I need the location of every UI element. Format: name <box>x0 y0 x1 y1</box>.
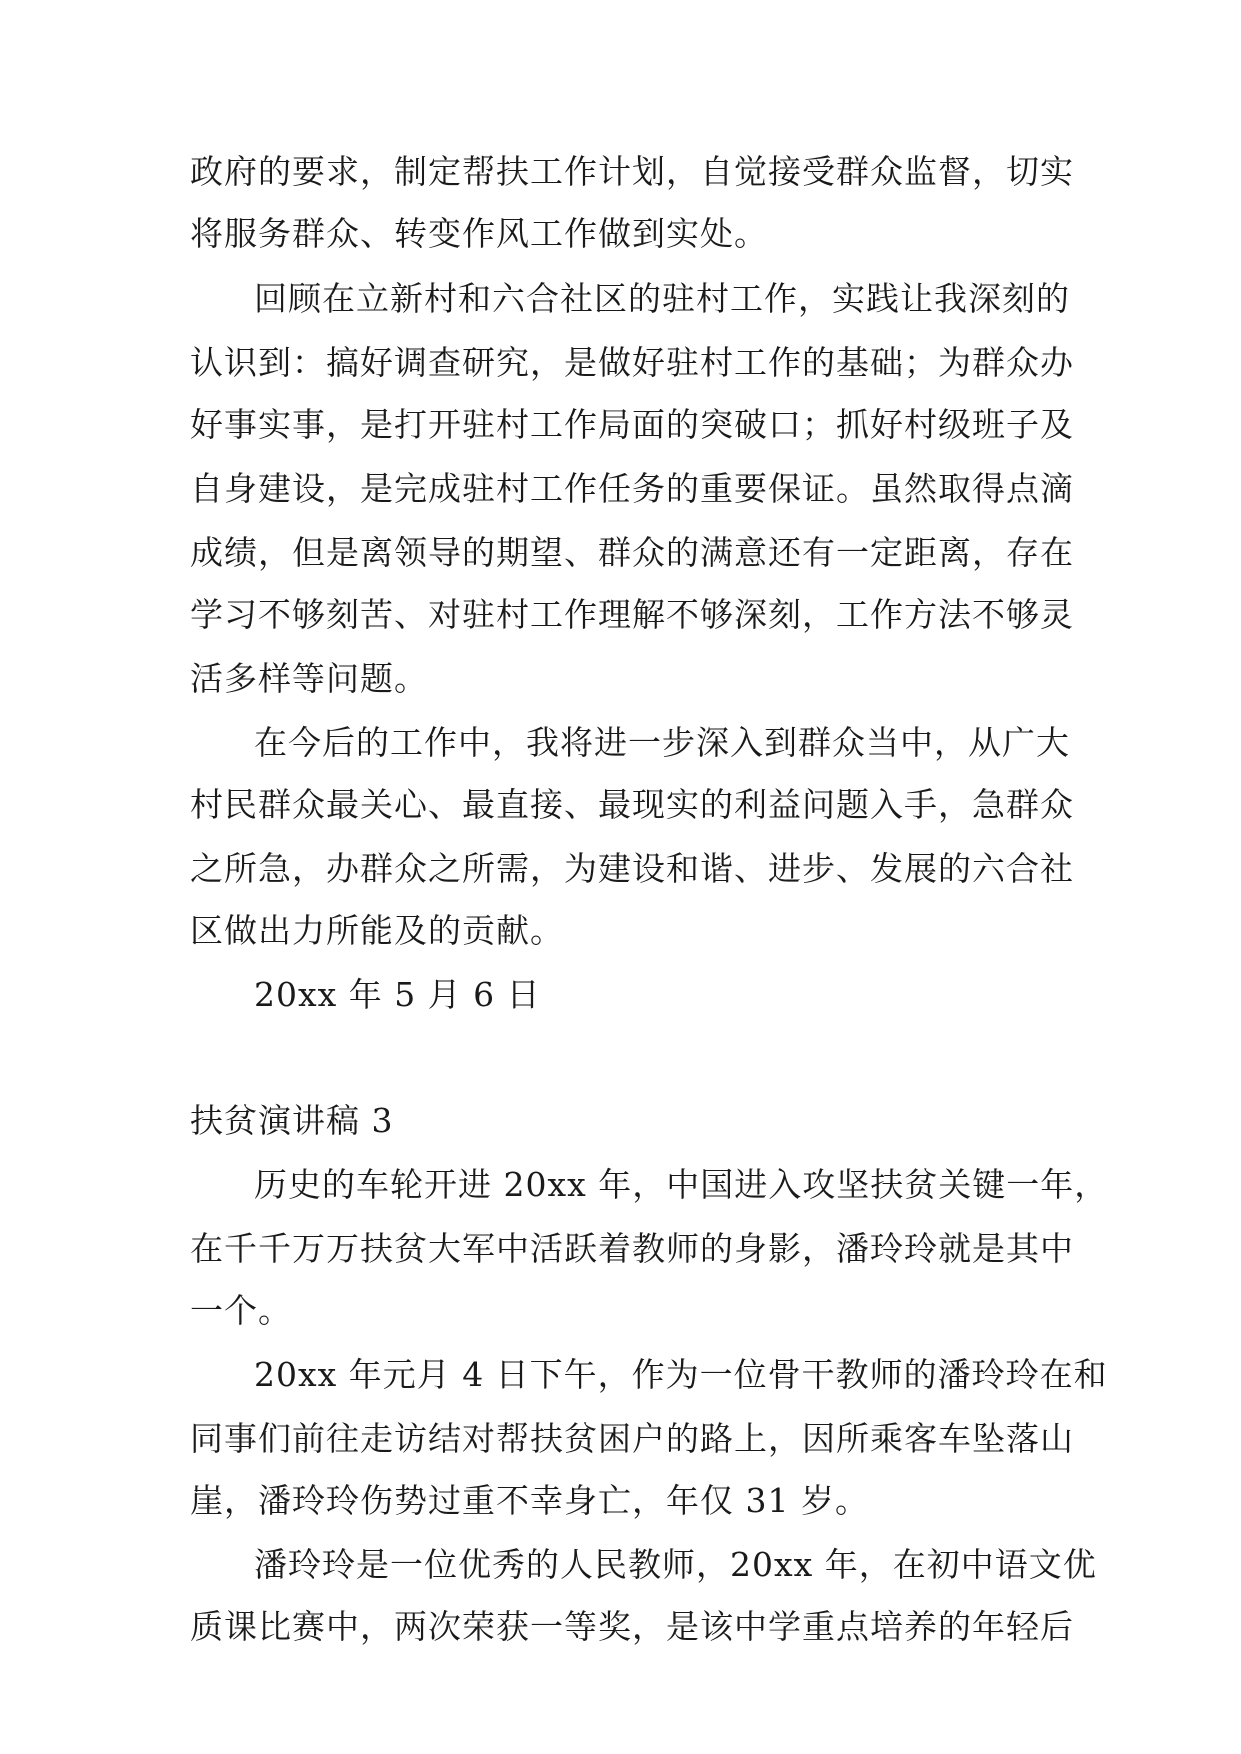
paragraph-line: 成绩，但是离领导的期望、群众的满意还有一定距离，存在 <box>190 533 1074 572</box>
paragraph-line: 20xx 年元月 4 日下午，作为一位骨干教师的潘玲玲在和 <box>254 1355 1108 1394</box>
paragraph-line: 同事们前往走访结对帮扶贫困户的路上，因所乘客车坠落山 <box>190 1419 1074 1458</box>
section-title: 扶贫演讲稿 3 <box>190 1101 394 1140</box>
paragraph-line: 潘玲玲是一位优秀的人民教师，20xx 年，在初中语文优 <box>254 1545 1097 1584</box>
paragraph-line: 区做出力所能及的贡献。 <box>190 911 564 950</box>
paragraph-line: 回顾在立新村和六合社区的驻村工作，实践让我深刻的 <box>254 279 1070 318</box>
paragraph-line: 之所急，办群众之所需，为建设和谐、进步、发展的六合社 <box>190 849 1074 888</box>
paragraph-line: 学习不够刻苦、对驻村工作理解不够深刻，工作方法不够灵 <box>190 595 1074 634</box>
paragraph-line: 一个。 <box>190 1291 292 1330</box>
paragraph-line: 崖，潘玲玲伤势过重不幸身亡，年仅 31 岁。 <box>190 1481 869 1520</box>
document-date: 20xx 年 5 月 6 日 <box>254 975 541 1014</box>
paragraph-line: 村民群众最关心、最直接、最现实的利益问题入手，急群众 <box>190 785 1074 824</box>
paragraph-line: 历史的车轮开进 20xx 年，中国进入攻坚扶贫关键一年， <box>254 1165 1109 1204</box>
paragraph-line: 在千千万万扶贫大军中活跃着教师的身影，潘玲玲就是其中 <box>190 1229 1074 1268</box>
paragraph-line: 活多样等问题。 <box>190 659 428 698</box>
paragraph-line: 好事实事，是打开驻村工作局面的突破口；抓好村级班子及 <box>190 405 1074 444</box>
paragraph-line: 认识到：搞好调查研究，是做好驻村工作的基础；为群众办 <box>190 343 1074 382</box>
paragraph-line: 将服务群众、转变作风工作做到实处。 <box>190 214 768 253</box>
paragraph-line: 质课比赛中，两次荣获一等奖，是该中学重点培养的年轻后 <box>190 1607 1074 1646</box>
paragraph-line: 政府的要求，制定帮扶工作计划，自觉接受群众监督，切实 <box>190 152 1074 191</box>
paragraph-line: 在今后的工作中，我将进一步深入到群众当中，从广大 <box>254 723 1070 762</box>
paragraph-line: 自身建设，是完成驻村工作任务的重要保证。虽然取得点滴 <box>190 469 1074 508</box>
